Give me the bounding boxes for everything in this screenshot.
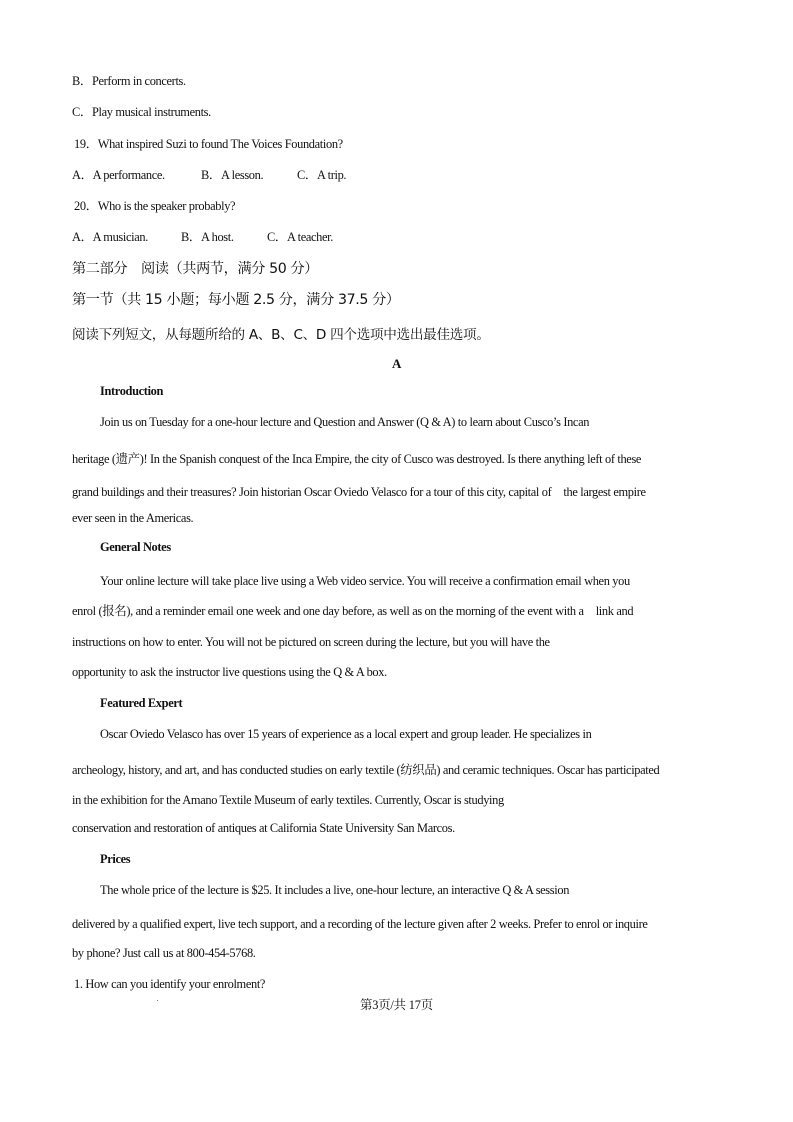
paragraph-line: in the exhibition for the Amano Textile Museum of early textiles. Currently, Oscar is studying xyxy=(72,793,504,807)
paragraph-line: by phone? Just call us at 800-454-5768. xyxy=(72,946,256,960)
introduction-heading: Introduction xyxy=(100,384,164,398)
paragraph-line: Join us on Tuesday for a one-hour lecture and Question and Answer (Q & A) to learn about Cusco’s Incan xyxy=(100,415,590,429)
reading-instructions: 阅读下列短文，从每题所给的 A、B、C、D 四个选项中选出最佳选项。 xyxy=(72,327,490,343)
paragraph-line: instructions on how to enter. You will not be pictured on screen during the lecture, but you will have the xyxy=(72,635,550,649)
featured-expert-heading: Featured Expert xyxy=(100,696,183,710)
paragraph-line: grand buildings and their treasures? Join historian Oscar Oviedo Velasco for a tour of this city, capital of the largest empire xyxy=(72,485,646,499)
paragraph-line: The whole price of the lecture is $25. It includes a live, one-hour lecture, an interactive Q & A session xyxy=(100,883,570,897)
q18-option-c: C．Play musical instruments. xyxy=(72,105,211,119)
q19-option-b: B．A lesson. xyxy=(201,168,264,182)
paragraph-line: delivered by a qualified expert, live tech support, and a recording of the lecture given after 2 weeks. Prefer to enrol or inquire xyxy=(72,917,648,931)
q20-option-b: B．A host. xyxy=(181,230,234,244)
q20-option-a: A．A musician. xyxy=(72,230,148,244)
paragraph-line: enrol (报名), and a reminder email one week and one day before, as well as on the morning of the event with a link and xyxy=(72,604,634,618)
paragraph-line: Oscar Oviedo Velasco has over 15 years of experience as a local expert and group leader. He specializes in xyxy=(100,727,592,741)
paragraph-line: archeology, history, and art, and has conducted studies on early textile (纺织品) and ceramic techniques. Oscar has participated xyxy=(72,763,660,777)
q19-question: 19．What inspired Suzi to found The Voices Foundation? xyxy=(74,137,343,151)
page-number: 第3页/共 17页 xyxy=(360,998,433,1012)
section1-heading: 第一节（共 15 小题；每小题 2.5 分，满分 37.5 分） xyxy=(72,292,400,308)
q20-question: 20．Who is the speaker probably? xyxy=(74,199,236,213)
general-notes-heading: General Notes xyxy=(100,540,171,554)
prices-heading: Prices xyxy=(100,852,131,866)
q19-options xyxy=(72,167,346,183)
paragraph-line: conservation and restoration of antiques at California State University San Marcos. xyxy=(72,821,455,835)
q19-option-a: A．A performance. xyxy=(72,168,165,182)
paragraph-line: Your online lecture will take place live using a Web video service. You will receive a confirmation email when you xyxy=(100,574,630,588)
q18-option-b: B．Perform in concerts. xyxy=(72,74,186,88)
part2-heading: 第二部分 阅读（共两节，满分 50 分） xyxy=(72,261,319,277)
paragraph-line: opportunity to ask the instructor live questions using the Q & A box. xyxy=(72,665,387,679)
paragraph-line: ever seen in the Americas. xyxy=(72,511,194,525)
passage-label: A xyxy=(391,356,402,371)
q20-option-c: C．A teacher. xyxy=(267,230,333,244)
q20-options xyxy=(72,229,333,245)
paragraph-line: heritage (遗产)! In the Spanish conquest of the Inca Empire, the city of Cusco was destroyed. Is there anything left of these xyxy=(72,452,642,466)
q1-question: 1. How can you identify your enrolment? xyxy=(74,977,266,991)
q19-option-c: C．A trip. xyxy=(297,168,347,182)
